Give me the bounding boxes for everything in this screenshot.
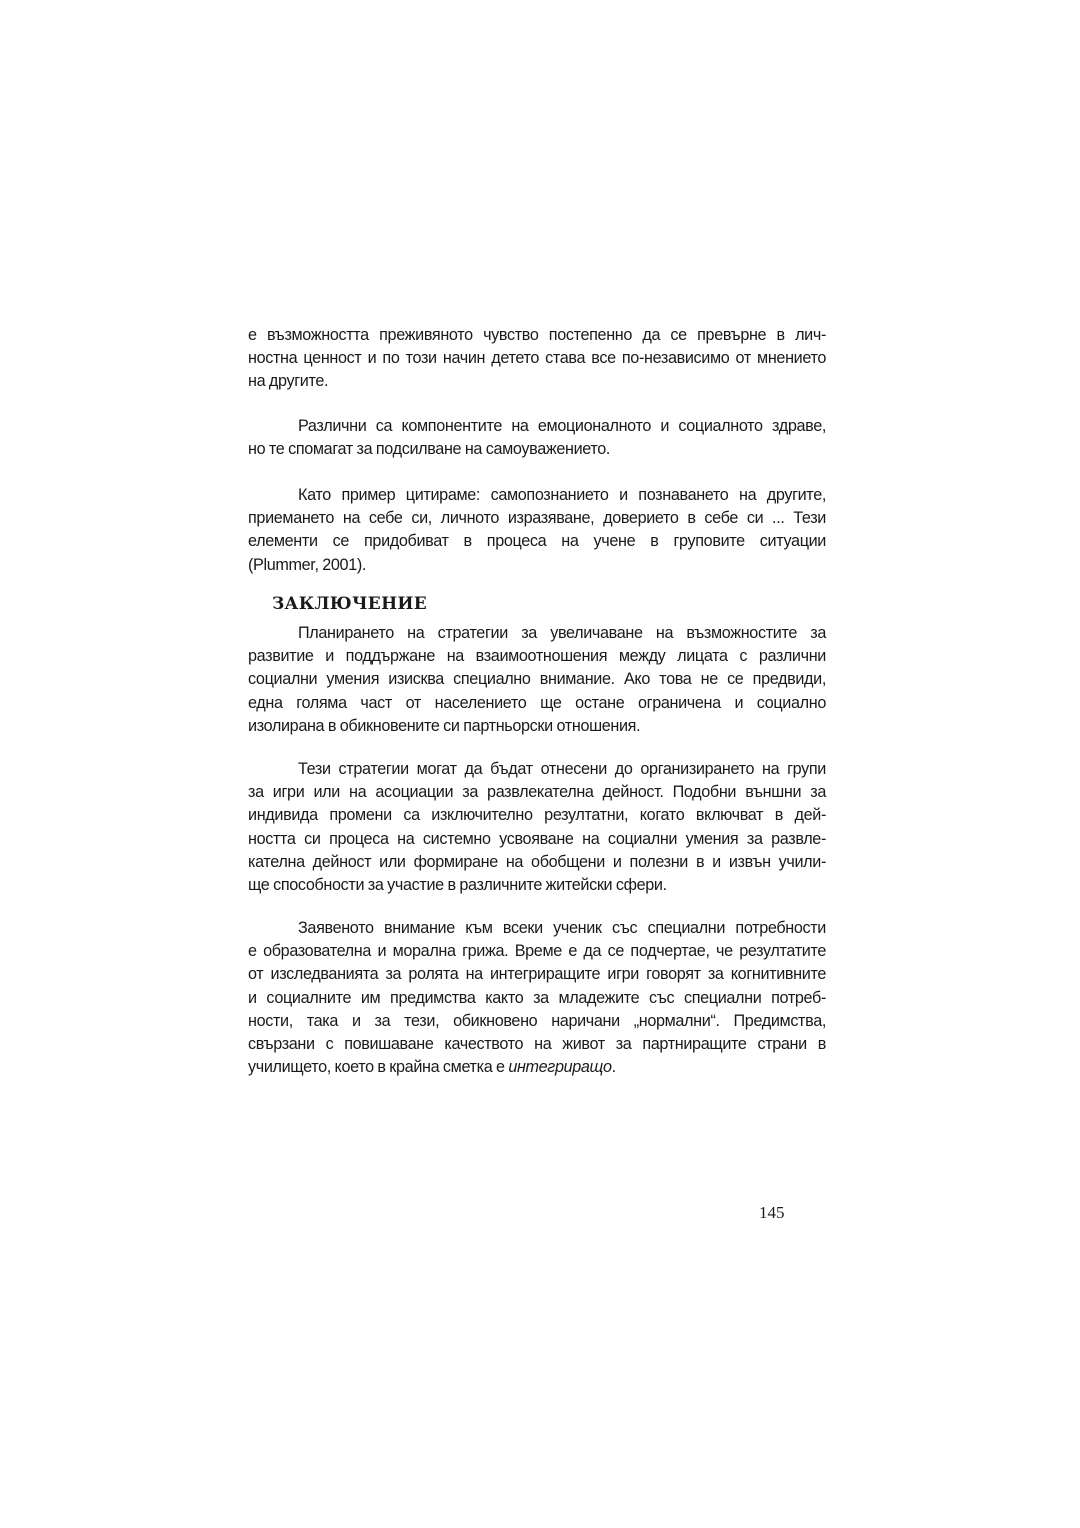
text-line: от изследванията за ролята на интегриращите игри говорят за когнитивните <box>248 965 826 984</box>
text-line: Заявеното внимание към всеки ученик със специални потребности <box>298 919 826 937</box>
text-line: развитие и поддържане на взаимоотношения между лицата с различни <box>248 647 826 666</box>
paragraph-1 <box>248 324 826 394</box>
text-line: свързани с повишаване качеството на живот за партниращите страни в <box>248 1035 826 1054</box>
text-line: ностна ценност и по този начин детето става все по-независимо от мнението <box>248 349 826 368</box>
text-line: но те спомагат за подсилване на самоуважението. <box>248 440 611 459</box>
text-line: елементи се придобиват в процеса на учене в груповите ситуации <box>248 532 826 551</box>
page-number: 145 <box>759 1203 785 1222</box>
text-line: Тези стратегии могат да бъдат отнесени до организирането на групи <box>298 760 826 778</box>
text-line: е образователна и морална грижа. Време е да се подчертае, че резултатите <box>248 942 826 961</box>
text-line: Като пример цитираме: самопознанието и познаването на другите, <box>298 486 826 504</box>
end-punctuation: . <box>611 1058 616 1077</box>
text-line-with-italic <box>248 1056 826 1079</box>
section-heading: ЗАКЛЮЧЕНИЕ <box>272 594 428 614</box>
text-line: кателна дейност или формиране на обобщени и полезни в и извън учили- <box>248 852 826 871</box>
text-line: ще способности за участие в различните житейски сфери. <box>248 876 667 895</box>
text-line: Различни са компонентите на емоционалното и социалното здраве, <box>298 417 826 435</box>
section-paragraph-3 <box>248 917 826 1079</box>
text-line: е възможността преживяното чувство постепенно да се превърне в лич- <box>248 326 826 344</box>
text-line: ности, така и за тези, обикновено наричани „нормални“. Предимства, <box>248 1011 826 1030</box>
paragraph-3 <box>248 484 826 577</box>
text-line: (Plummer, 2001). <box>248 555 367 574</box>
text-line: ността си процеса на системно усвояване на социални умения за развле- <box>248 829 826 848</box>
text-line: и социалните им предимства както за младежите със специални потреб- <box>248 988 826 1007</box>
text-line: една голяма част от населението ще остане ограничена и социално <box>248 693 826 712</box>
section-paragraph-2 <box>248 758 826 897</box>
text-line: изолирана в обикновените си партньорски отношения. <box>248 716 641 735</box>
paragraph-2 <box>248 415 826 461</box>
text-segment: училището, което в крайна сметка е <box>248 1058 509 1077</box>
italic-term: интегриращо <box>508 1058 612 1077</box>
text-line: за игри или на асоциации за развлекателна дейност. Подобни външни за <box>248 783 826 802</box>
text-line: индивида промени са изключително резултатни, когато включват в дей- <box>248 806 826 825</box>
text-line: на другите. <box>248 372 329 391</box>
text-line: социални умения изисква специално внимание. Ако това не се предвиди, <box>248 670 826 689</box>
text-line: приемането на себе си, личното изразяване, доверието в себе си ... Тези <box>248 509 826 528</box>
section-paragraph-1 <box>248 622 826 738</box>
text-line: Планирането на стратегии за увеличаване на възможностите за <box>298 624 826 642</box>
